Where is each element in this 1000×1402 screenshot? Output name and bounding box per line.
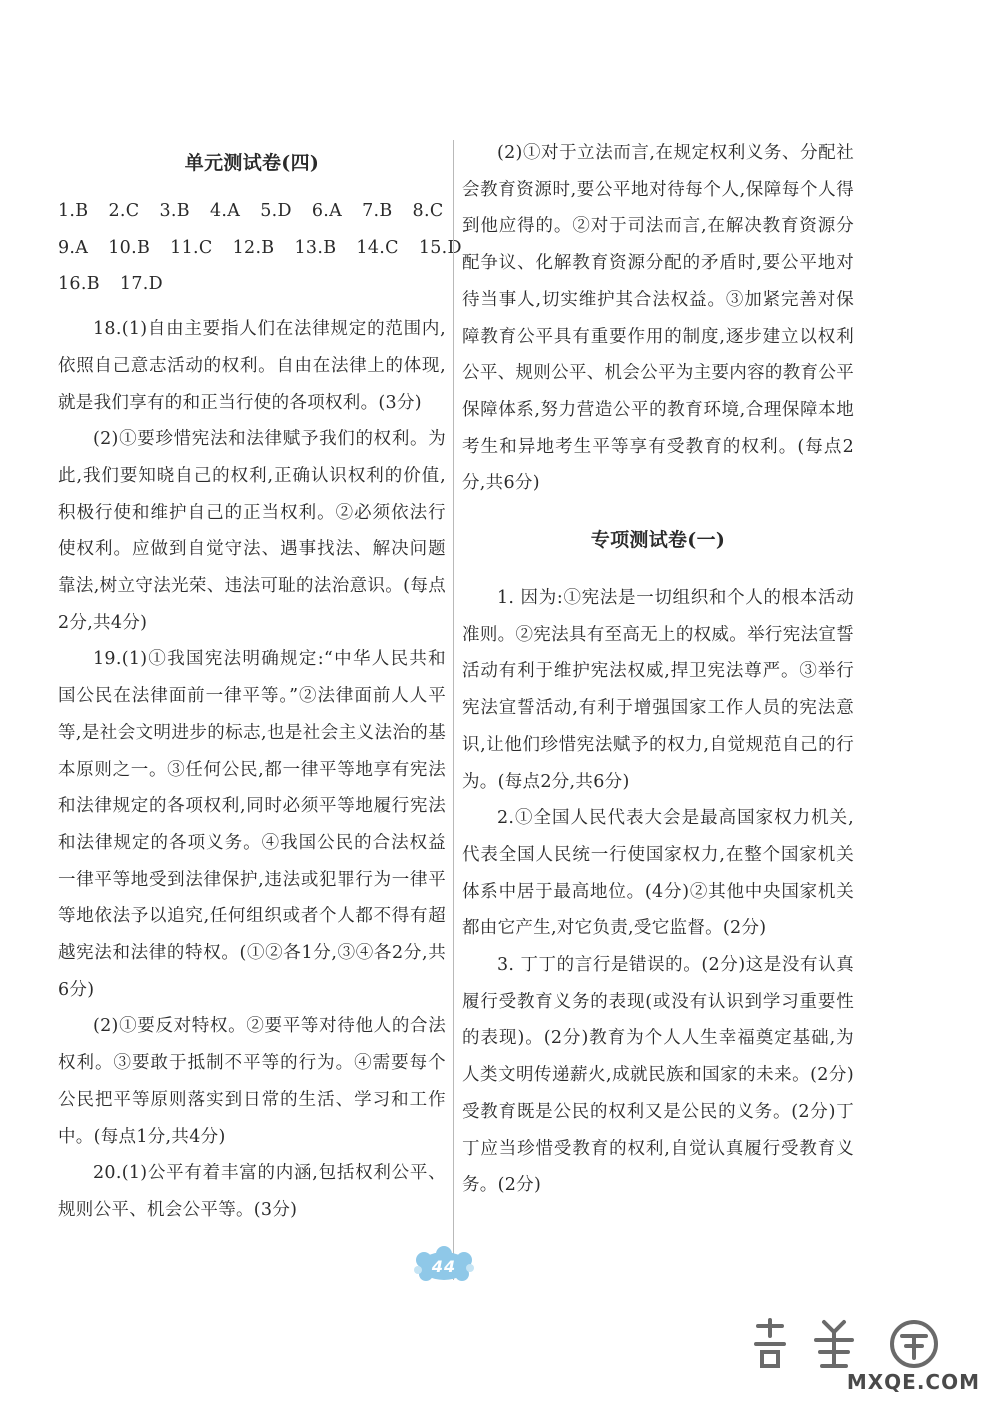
mc-answer: 3.B [159,201,190,221]
mc-answer: 10.B [108,237,151,258]
watermark-text: MXQE.COM [846,1370,980,1394]
mc-answer: 5.D [260,201,292,221]
answer-paragraph-special-1: 1. 因为:①宪法是一切组织和个人的根本活动准则。②宪法具有至高无上的权威。举行宪法宣誓活动有利于维护宪法权威,捍卫宪法尊严。③举行宪法宣誓活动,有利于增强国家工作人员的宪法意识,让他们珍惜宪法赋予的权力,自觉规范自己的行为。(每点2分,共6分) [462,588,854,792]
answer-paragraph-18-1: 18.(1)自由主要指人们在法律规定的范围内,依照自己意志活动的权利。自由在法律上的体现,就是我们享有的和正当行使的各项权利。(3分) [58,319,446,413]
mc-answer: 15.D [418,237,462,258]
mc-answer: 7.B [362,201,393,221]
watermark-logo-icon [738,1312,988,1372]
mc-answer: 1.B [58,201,89,221]
mc-answer: 9.A [58,237,89,258]
answer-paragraph-18-2: (2)①要珍惜宪法和法律赋予我们的权利。为此,我们要知晓自己的权利,正确认识权利的价值,积极行使和维护自己的正当权利。②必须依法行使权利。应做到自觉守法、遇事找法、解决问题靠法,树立守法光荣、违法可耻的法治意识。(每点2分,共4分) [58,429,446,633]
page-number-badge [412,1246,476,1286]
watermark [738,1312,988,1396]
answer-paragraph-20-1: 20.(1)公平有着丰富的内涵,包括权利公平、规则公平、机会公平等。(3分) [58,1163,446,1220]
mc-answer: 16.B [58,274,100,295]
page-number: 44 [431,1256,457,1276]
answer-paragraph-special-2: 2.①全国人民代表大会是最高国家权力机关,代表全国人民统一行使国家权力,在整个国家机关体系中居于最高地位。(4分)②其他中央国家机关都由它产生,对它负责,受它监督。(2分) [462,808,854,939]
answer-paragraph-20-2: (2)①对于立法而言,在规定权利义务、分配社会教育资源时,要公平地对待每个人,保障每个人得到他应得的。②对于司法而言,在解决教育资源分配争议、化解教育资源分配的矛盾时,要公平地对待当事人,切实维护其合法权益。③加紧完善对保障教育公平具有重要作用的制度,逐步建立以权利公平、规则公平、机会公平为主要内容的教育公平保障体系,努力营造公平的教育环境,合理保障本地考生和异地考生平等享有受教育的权利。(每点2分,共6分) [462,143,854,494]
mc-answer: 2.C [108,201,140,221]
mc-line [58,193,446,230]
right-column [462,135,854,1204]
mc-answer: 13.B [294,237,337,258]
mc-answer: 6.A [311,201,343,221]
mc-line [58,230,462,267]
column-divider [453,140,454,1280]
mc-answer: 17.D [119,274,163,295]
section-heading-special-test-1: 专项测试卷(一) [590,529,726,552]
mc-answer: 4.A [209,201,241,221]
section-heading-unit-test-4: 单元测试卷(四) [184,152,320,174]
left-column [58,135,462,1229]
mc-answer: 12.B [232,237,275,258]
mc-answer: 11.C [170,237,213,258]
mc-answer: 8.C [412,201,444,221]
answer-paragraph-19-1: 19.(1)①我国宪法明确规定:“中华人民共和国公民在法律面前一律平等。”②法律面前人人平等,是社会文明进步的标志,也是社会主义法治的基本原则之一。③任何公民,都一律平等地享有宪法和法律规定的各项权利,同时必须平等地履行宪法和法律规定的各项义务。④我国公民的合法权益一律平等地受到法律保护,违法或犯罪行为一律平等地依法予以追究,任何组织或者个人都不得有超越宪法和法律的特权。(①②各1分,③④各2分,共6分) [58,649,446,1000]
mc-answer: 14.C [356,237,399,258]
answer-paragraph-19-2: (2)①要反对特权。②要平等对待他人的合法权利。③要敢于抵制不平等的行为。④需要每个公民把平等原则落实到日常的生活、学习和工作中。(每点1分,共4分) [58,1016,446,1147]
mc-line [58,266,446,303]
answer-paragraph-special-3: 3. 丁丁的言行是错误的。(2分)这是没有认真履行受教育义务的表现(或没有认识到学习重要性的表现)。(2分)教育为个人人生幸福奠定基础,为人类文明传递薪火,成就民族和国家的未来。(2分)受教育既是公民的权利又是公民的义务。(2分)丁丁应当珍惜受教育的权利,自觉认真履行受教育义务。(2分) [462,955,854,1196]
multiple-choice-answers [58,193,462,303]
